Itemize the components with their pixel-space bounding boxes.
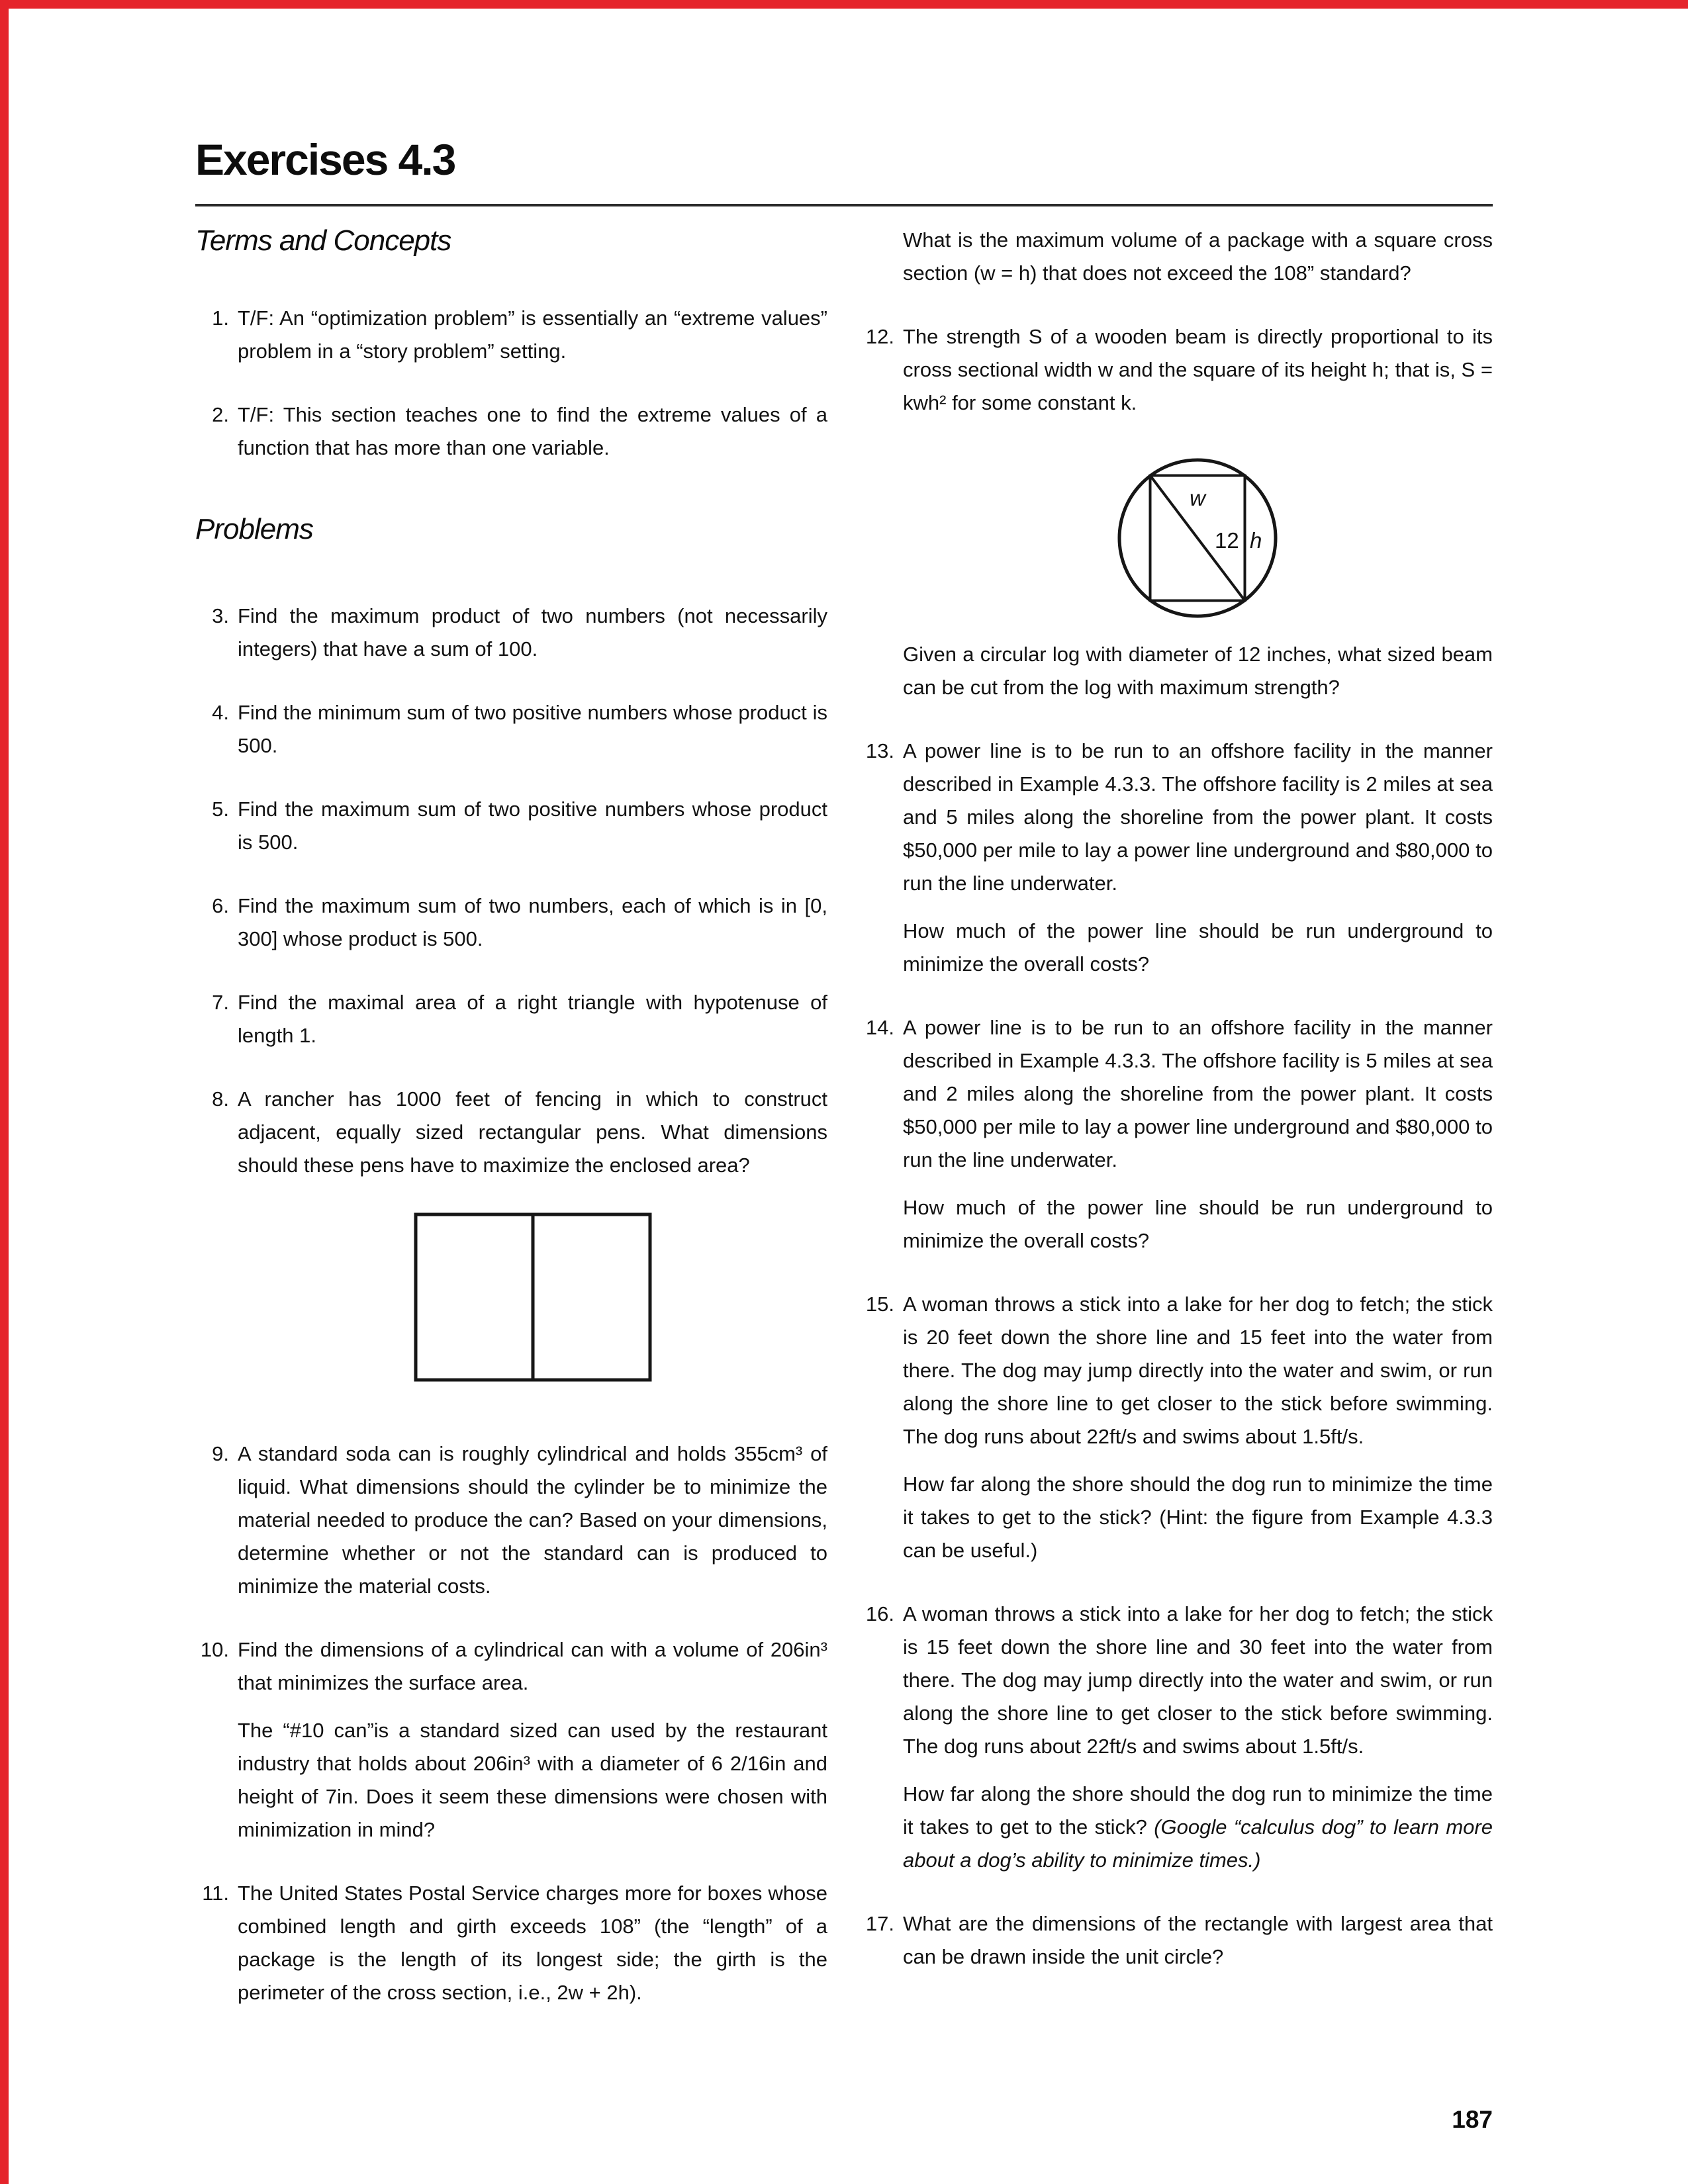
problem-8-number: 8.	[212, 1087, 229, 1111]
problem-16-question	[903, 1778, 1493, 1877]
problem-15-question: How far along the shore should the dog run to minimize the time it takes to get to the stick? (Hint: the figure from Example 4.3.3 can be useful.)	[903, 1473, 1493, 1562]
problem-1-text: T/F: An “optimization problem” is essentially an “extreme values” problem in a “story problem” setting.	[238, 306, 827, 363]
problem-12-number: 12.	[865, 325, 894, 348]
problem-1	[195, 302, 827, 368]
pens-diagram	[414, 1212, 652, 1382]
problem-8-text: A rancher has 1000 feet of fencing in which to construct adjacent, equally sized rectangular pens. What dimensions should these pens have to maximize the enclosed area?	[238, 1087, 827, 1177]
problem-6-number: 6.	[212, 894, 229, 917]
beam-height-label: h	[1249, 528, 1262, 553]
problem-16-question-text: How far along the shore should the dog run to minimize the time it takes to get to the stick?	[903, 1782, 1493, 1839]
problem-3-number: 3.	[212, 604, 229, 627]
problem-13-number: 13.	[865, 739, 894, 762]
page-number: 187	[1452, 2106, 1493, 2133]
problem-9-text: A standard soda can is roughly cylindrical and holds 355cm³ of liquid. What dimensions should the cylinder be to minimize the material needed to produce the can? Based on your dimensions, determine whether or not the standard can is produced to minimize the material costs.	[238, 1442, 827, 1598]
problem-2-number: 2.	[212, 403, 229, 426]
problem-4-number: 4.	[212, 701, 229, 724]
left-column	[195, 224, 827, 2040]
beam-width-label: w	[1189, 486, 1205, 510]
problem-3-text: Find the maximum product of two numbers (not necessarily integers) that have a sum of 100.	[238, 604, 827, 660]
problem-14-number: 14.	[865, 1016, 894, 1039]
problem-3	[195, 600, 827, 666]
problem-6	[195, 889, 827, 956]
problem-13	[861, 735, 1493, 981]
log-beam-diagram	[1109, 450, 1288, 627]
red-left-edge	[0, 0, 9, 2184]
problem-7-text: Find the maximal area of a right triangle with hypotenuse of length 1.	[238, 991, 827, 1047]
problem-17-number: 17.	[865, 1912, 894, 1935]
problem-14-question: How much of the power line should be run underground to minimize the overall costs?	[903, 1196, 1493, 1252]
problem-17	[861, 1907, 1493, 1974]
problem-12-question: Given a circular log with diameter of 12 inches, what sized beam can be cut from the log with maximum strength?	[903, 643, 1493, 699]
problem-14-text: A power line is to be run to an offshore facility in the manner described in Example 4.3.3. The offshore facility is 5 miles at sea and 2 miles along the shoreline from the power plant. It costs $50,000 per mile to lay a power line underground and $80,000 to run the line underwater.	[903, 1016, 1493, 1171]
problem-13-text: A power line is to be run to an offshore facility in the manner described in Example 4.3.3. The offshore facility is 2 miles at sea and 5 miles along the shoreline from the power plant. It costs $50,000 per mile to lay a power line underground and $80,000 to run the line underwater.	[903, 739, 1493, 895]
package-volume-question: What is the maximum volume of a package with a square cross section (w = h) that does not exceed the 108” standard?	[903, 228, 1493, 285]
problem-4-text: Find the minimum sum of two positive numbers whose product is 500.	[238, 701, 827, 757]
problem-15-body	[903, 1288, 1493, 1567]
problem-4	[195, 696, 827, 762]
adjacent-pens-figure	[238, 1212, 827, 1382]
problem-10-body	[238, 1633, 827, 1846]
problem-7-number: 7.	[212, 991, 229, 1014]
problem-13-question: How much of the power line should be run underground to minimize the overall costs?	[903, 919, 1493, 976]
log-beam-figure	[903, 450, 1493, 627]
beam-diagonal-label: 12	[1214, 528, 1239, 553]
problem-16-number: 16.	[865, 1602, 894, 1625]
problem-16	[861, 1598, 1493, 1877]
terms-and-concepts-heading: Terms and Concepts	[195, 224, 451, 257]
problem-9-number: 9.	[212, 1442, 229, 1465]
problem-10	[195, 1633, 827, 1846]
problem-5	[195, 793, 827, 859]
problem-17-text: What are the dimensions of the rectangle with largest area that can be drawn inside the unit circle?	[903, 1912, 1493, 1968]
problem-14-body	[903, 1011, 1493, 1257]
problem-9	[195, 1437, 827, 1603]
problem-16-body	[903, 1598, 1493, 1877]
problem-15	[861, 1288, 1493, 1567]
problem-11-text: The United States Postal Service charges more for boxes whose combined length and girth exceeds 108” (the “length” of a package is the length of its longest side; the girth is the perimeter of the cross section, i.e., 2w + 2h).	[238, 1882, 827, 2004]
problems-heading: Problems	[195, 513, 313, 545]
problem-5-number: 5.	[212, 797, 229, 821]
problem-10-extra: The “#10 can”is a standard sized can used by the restaurant industry that holds about 206in³ with a diameter of 6 2/16in and height of 7in. Does it seem these dimensions were chosen with minimization in mind?	[238, 1719, 827, 1841]
problem-2	[195, 398, 827, 465]
problem-15-text: A woman throws a stick into a lake for her dog to fetch; the stick is 20 feet down the shore line and 15 feet into the water from there. The dog may jump directly into the water and swim, or run along the shore line to get closer to the stick before swimming. The dog runs about 22ft/s and swims about 1.5ft/s.	[903, 1293, 1493, 1448]
problem-14	[861, 1011, 1493, 1257]
problem-13-body	[903, 735, 1493, 981]
problem-11-number: 11.	[202, 1882, 229, 1905]
problem-5-text: Find the maximum sum of two positive numbers whose product is 500.	[238, 797, 827, 854]
problem-6-text: Find the maximum sum of two numbers, each of which is in [0, 300] whose product is 500.	[238, 894, 827, 950]
title-rule	[195, 204, 1493, 206]
problem-1-number: 1.	[212, 306, 229, 330]
problem-10-number: 10.	[200, 1638, 229, 1661]
problem-12-text: The strength S of a wooden beam is directly proportional to its cross sectional width w and the square of its height h; that is, S = kwh² for some constant k.	[903, 325, 1493, 414]
problem-15-number: 15.	[865, 1293, 894, 1316]
problem-11	[195, 1877, 827, 2009]
problem-16-text: A woman throws a stick into a lake for her dog to fetch; the stick is 15 feet down the shore line and 30 feet into the water from there. The dog may jump directly into the water and swim, or run along the shore line to get closer to the stick before swimming. The dog runs about 22ft/s and swims about 1.5ft/s.	[903, 1602, 1493, 1758]
problem-12	[861, 320, 1493, 420]
page-title: Exercises 4.3	[195, 135, 455, 184]
problem-2-text: T/F: This section teaches one to find the extreme values of a function that has more than one variable.	[238, 403, 827, 459]
red-top-edge	[0, 0, 1688, 9]
problem-10-text: Find the dimensions of a cylindrical can with a volume of 206in³ that minimizes the surface area.	[238, 1638, 827, 1694]
problem-16-italic-note: (Google “calculus dog” to learn more about a dog’s ability to minimize times.)	[903, 1815, 1493, 1872]
problem-8	[195, 1083, 827, 1182]
problem-7	[195, 986, 827, 1052]
right-column	[861, 224, 1493, 2004]
